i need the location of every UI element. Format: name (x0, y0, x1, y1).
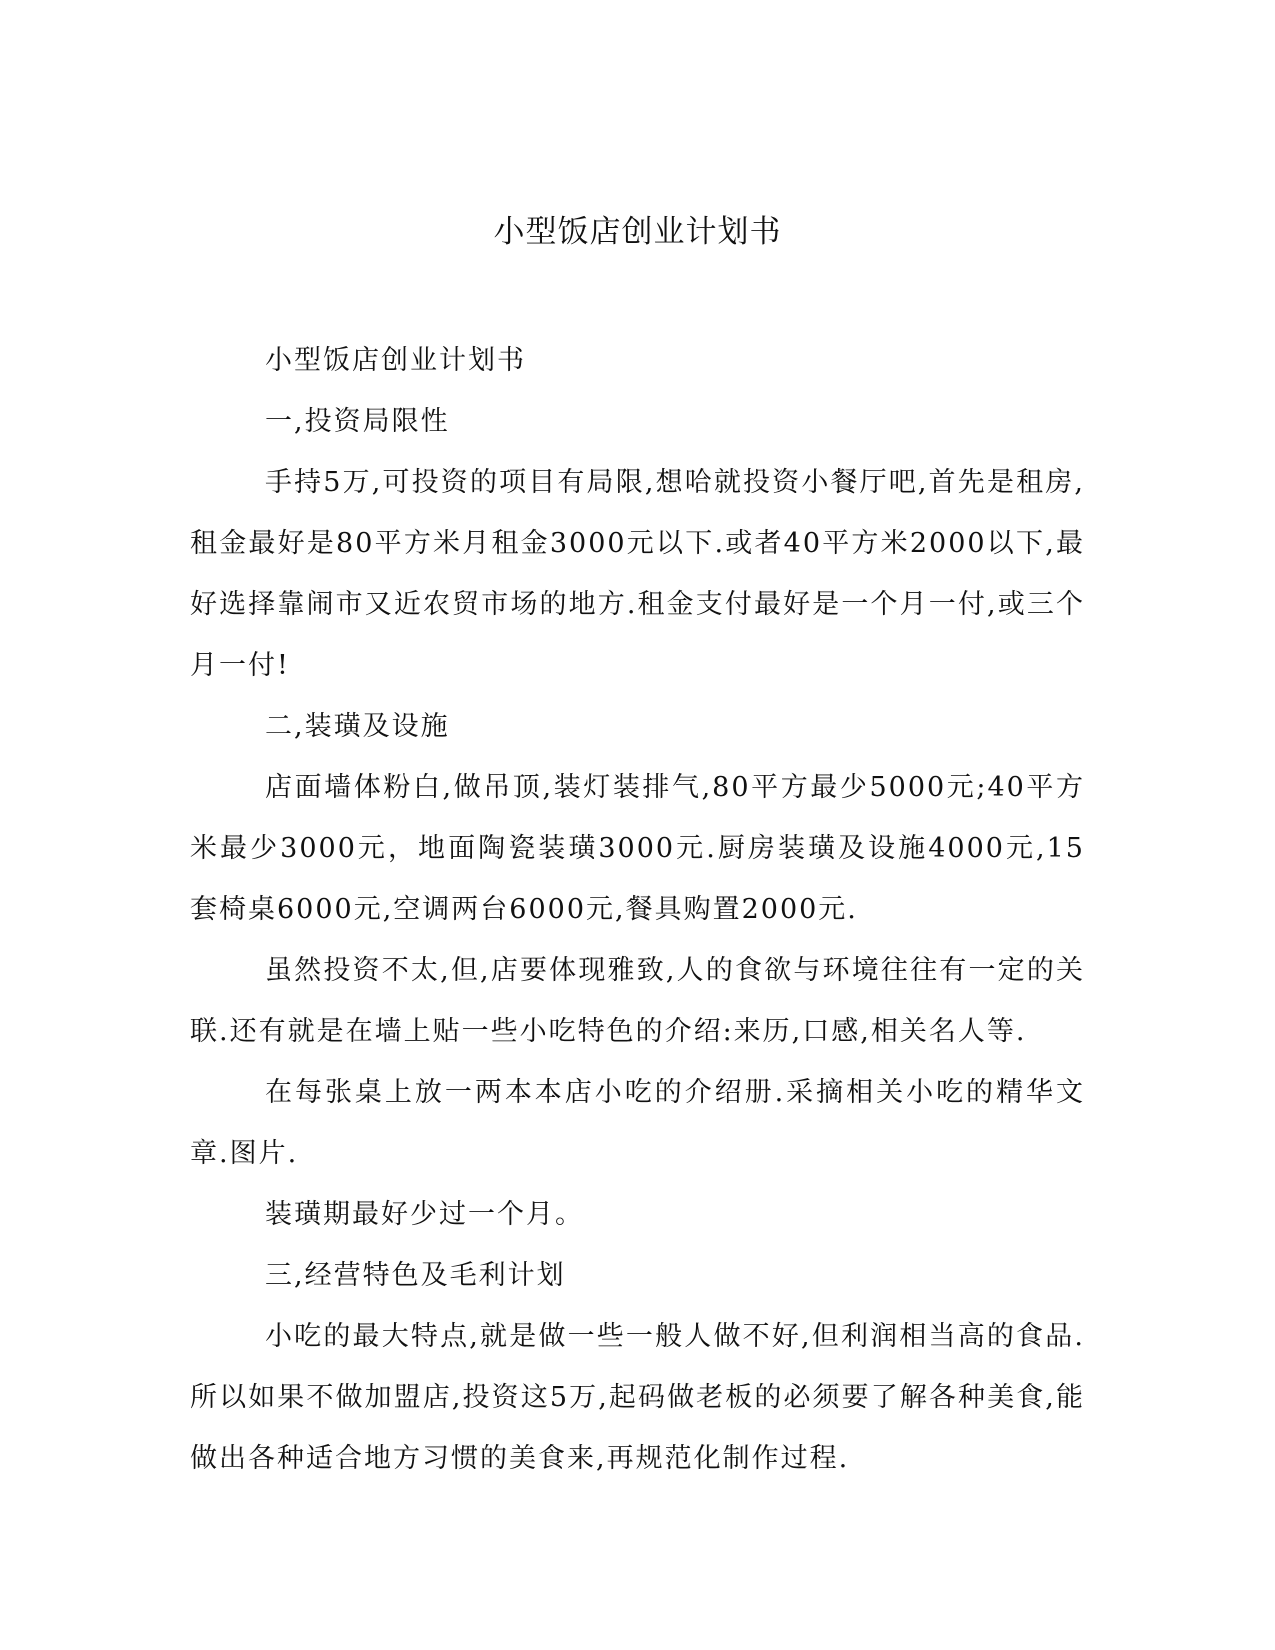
paragraph-snack-features: 小吃的最大特点,就是做一些一般人做不好,但利润相当高的食品.所以如果不做加盟店,投资这5万,起码做老板的必须要了解各种美食,能做出各种适合地方习惯的美食来,再规范化制作过程. (190, 1321, 1085, 1474)
section-heading-investment-limits: 一,投资局限性 (265, 406, 450, 437)
section-heading-decoration-facilities: 二,装璜及设施 (265, 711, 450, 742)
page-title: 小型饭店创业计划书 (493, 214, 782, 250)
paragraph-investment-limits: 手持5万,可投资的项目有局限,想哈就投资小餐厅吧,首先是租房,租金最好是80平方米月租金3000元以下.或者40平方米2000以下,最好选择靠闹市又近农贸市场的地方.租金支付最好是一个月一付,或三个月一付! (190, 467, 1085, 681)
document-body (190, 330, 1085, 1489)
paragraph-decoration-costs: 店面墙体粉白,做吊顶,装灯装排气,80平方最少5000元;40平方米最少3000元，地面陶瓷装璜3000元.厨房装璜及设施4000元,15套椅桌6000元,空调两台6000元,餐具购置2000元. (190, 772, 1085, 925)
paragraph-ambience: 虽然投资不太,但,店要体现雅致,人的食欲与环境往往有一定的关联.还有就是在墙上贴一些小吃特色的介绍:来历,口感,相关名人等. (190, 955, 1085, 1047)
section-heading-operation-profit: 三,经营特色及毛利计划 (265, 1260, 566, 1291)
paragraph-decoration-period: 装璜期最好少过一个月。 (265, 1199, 584, 1230)
paragraph-brochures: 在每张桌上放一两本本店小吃的介绍册.采摘相关小吃的精华文章.图片. (190, 1077, 1085, 1169)
paragraph-subtitle: 小型饭店创业计划书 (265, 345, 526, 376)
